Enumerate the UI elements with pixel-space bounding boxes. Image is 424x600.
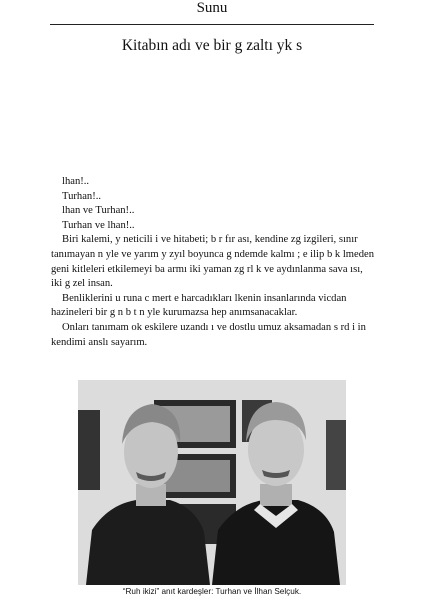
- paragraph: Benliklerini u runa c mert e harcadıkları lkenin insanlarında vicdan hazineleri bir g n b t n yle kurumazsa hep anımsanacaklar.: [51, 292, 347, 319]
- paragraph: Turhan!..: [62, 190, 102, 202]
- paragraph: Turhan ve lhan!..: [62, 219, 135, 231]
- paragraph: Onları tanımam ok eskilere uzandı ı ve dostlu umuz aksamadan s rd i in kendimi anslı sayarım.: [51, 321, 366, 348]
- book-title: Kitabın adı ve bir g zaltı yk s: [121, 37, 303, 54]
- paragraph: lhan ve Turhan!..: [62, 205, 135, 217]
- photo-image: [78, 380, 346, 585]
- paragraph: lhan!..: [62, 176, 90, 187]
- header-rule: [50, 24, 374, 25]
- page-header: Sunu: [196, 0, 228, 16]
- photo-caption: “Ruh ikizi” anıt kardeşler: Turhan ve İlhan Selçuk.: [122, 587, 302, 596]
- photo: [78, 380, 346, 585]
- paragraph: Biri kalemi, y neticili i ve hitabeti; b r fır ası, kendine zg izgileri, sınır tanımayan n yle ve yarım y zyıl boyunca g ndemde kalmı ; e ilip b k lmeden geni kitleleri etkilemeyi ba armı iki yaman zg rl k ve aydınlanma sava ısı, iki g zel insan.: [51, 234, 375, 290]
- body-text: [51, 175, 375, 350]
